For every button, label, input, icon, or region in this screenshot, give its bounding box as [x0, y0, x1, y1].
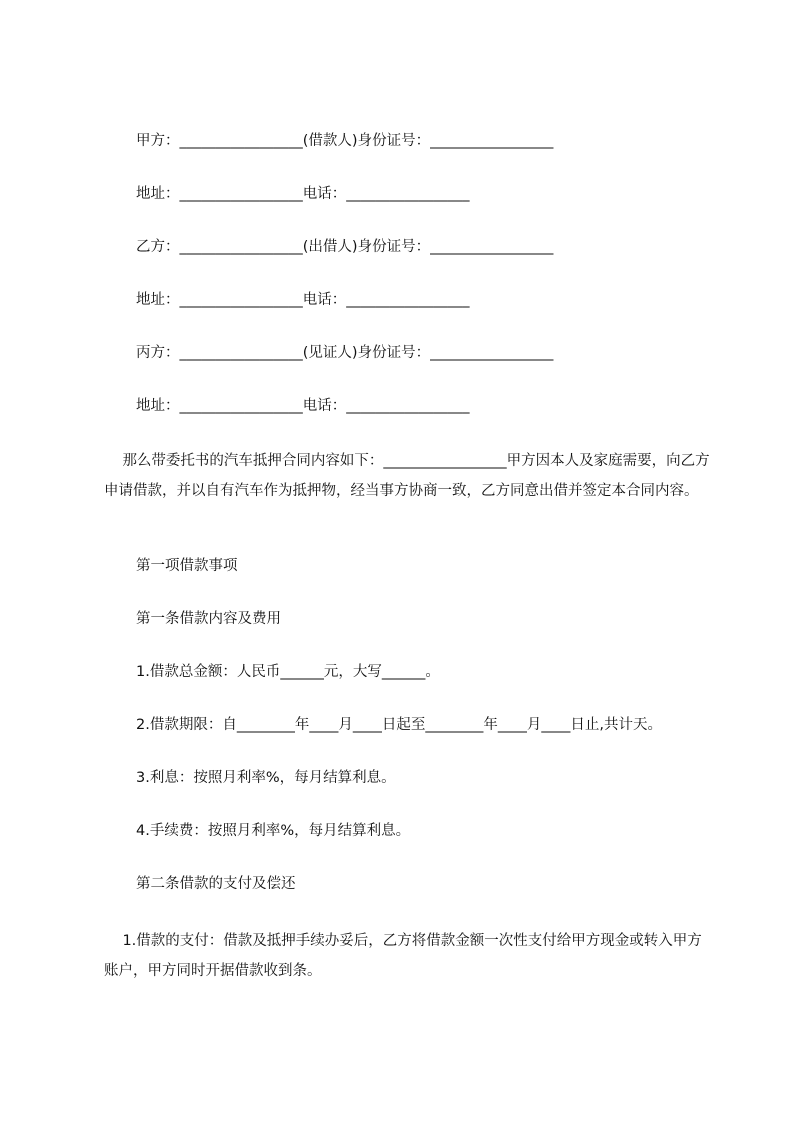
party-c-address-line: 地址：_________________电话：_________________: [136, 398, 470, 414]
section-1-title: 第一项借款事项: [136, 558, 238, 574]
intro-paragraph: 那么带委托书的汽车抵押合同内容如下：_________________甲方因本人及家庭需要，向乙方申请借款，并以自有汽车作为抵押物，经当事方协商一致，乙方同意出借并签定本合同内容。: [104, 453, 710, 499]
article-2-item-1: 1.借款的支付：借款及抵押手续办妥后，乙方将借款金额一次性支付给甲方现金或转入甲方账户，甲方同时开据借款收到条。: [104, 933, 702, 979]
article-1-item: 1.借款总金额：人民币______元，大写______。: [136, 664, 440, 680]
article-1-title: 第一条借款内容及费用: [136, 611, 281, 627]
article-1-item: 3.利息：按照月利率%，每月结算利息。: [136, 770, 396, 786]
party-a-line: 甲方：_________________(借款人)身份证号：_________________: [136, 133, 554, 149]
article-1-item: 2.借款期限：自________年____月____日起至________年____月____日止,共计天。: [136, 717, 662, 733]
article-1-item: 4.手续费：按照月利率%，每月结算利息。: [136, 823, 411, 839]
party-a-address-line: 地址：_________________电话：_________________: [136, 186, 470, 202]
party-c-line: 丙方：_________________(见证人)身份证号：_________________: [136, 345, 554, 361]
article-2-title: 第二条借款的支付及偿还: [136, 876, 296, 892]
party-b-line: 乙方：_________________(出借人)身份证号：_________________: [136, 239, 554, 255]
party-b-address-line: 地址：_________________电话：_________________: [136, 292, 470, 308]
